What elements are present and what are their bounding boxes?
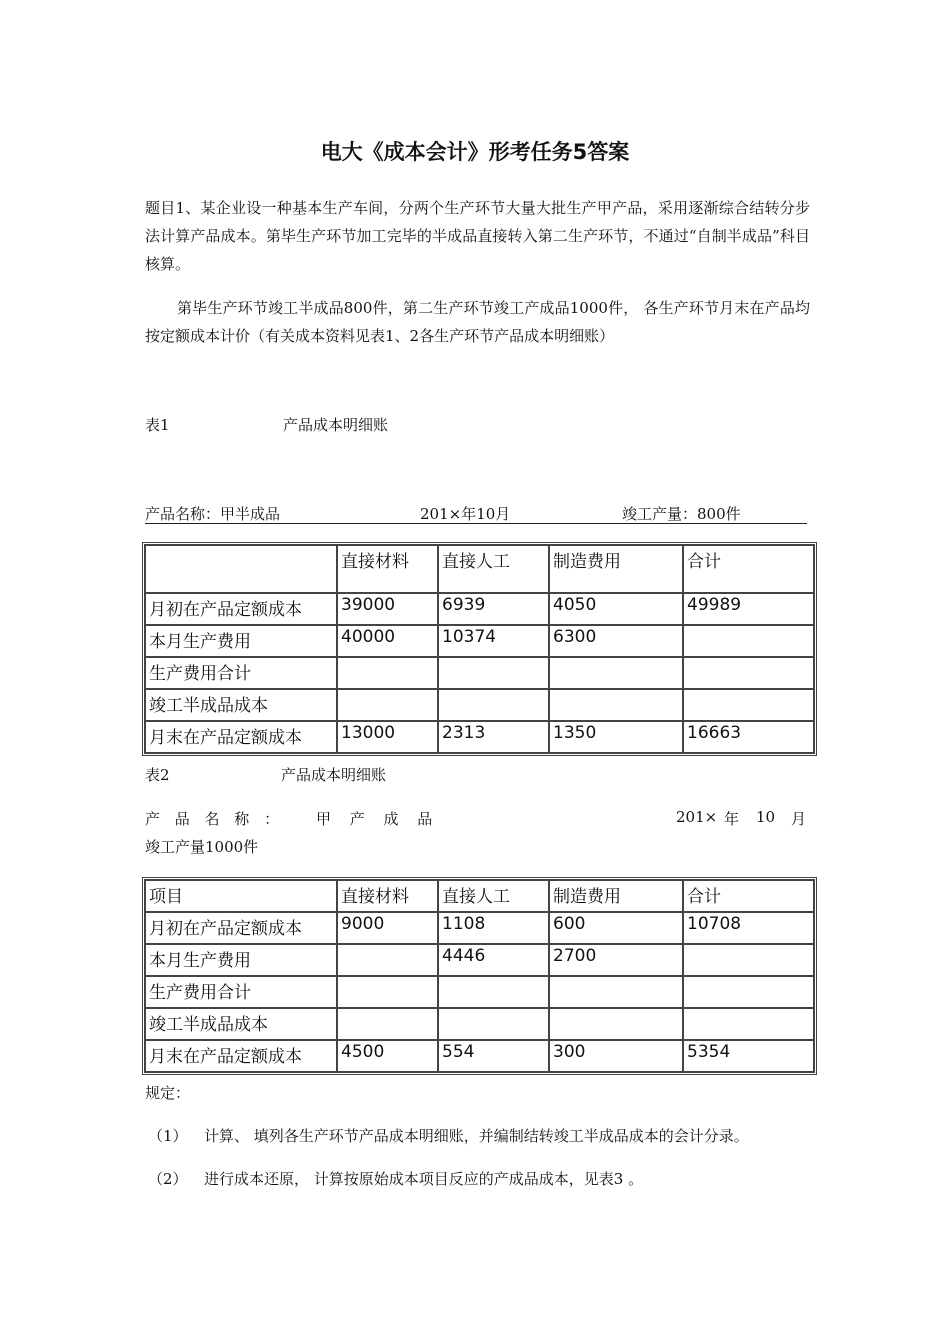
table2-caption: 产品成本明细账 (281, 766, 387, 784)
table2-product-label: 产 品 名 称 ： (145, 810, 280, 828)
table-cell: 4050 (549, 593, 683, 625)
requirements-label: 规定： (145, 1084, 191, 1102)
table-cell (337, 944, 438, 976)
table-cell (438, 689, 549, 721)
row-label: 竣工半成品成本 (145, 1008, 337, 1040)
requirement-number: （2） (148, 1170, 188, 1188)
table-cell (683, 944, 814, 976)
table1 (142, 542, 817, 756)
table-row (145, 657, 814, 689)
row-label: 月末在产品定额成本 (145, 1040, 337, 1072)
table-cell: 10374 (438, 625, 549, 657)
table-cell (438, 1008, 549, 1040)
table-row (145, 689, 814, 721)
row-label: 竣工半成品成本 (145, 689, 337, 721)
table1-product-name: 产品名称：甲半成品 (145, 505, 281, 523)
header-cell: 直接材料 (337, 880, 438, 912)
page-title: 电大《成本会计》形考任务5答案 (320, 140, 630, 164)
row-label: 月末在产品定额成本 (145, 721, 337, 753)
table2-output: 竣工产量1000件 (145, 838, 259, 856)
table-cell: 1350 (549, 721, 683, 753)
header-cell: 直接人工 (438, 880, 549, 912)
table2-period-year-unit: 年 (724, 810, 740, 828)
table-cell: 5354 (683, 1040, 814, 1072)
requirement-number: （1） (148, 1127, 188, 1145)
table-cell (438, 657, 549, 689)
row-label: 生产费用合计 (145, 976, 337, 1008)
table-cell (549, 689, 683, 721)
header-cell: 直接人工 (438, 545, 549, 593)
requirement-text: 计算、 填列各生产环节产品成本明细账，并编制结转竣工半成品成本的会计分录。 (204, 1127, 749, 1145)
table-cell: 1108 (438, 912, 549, 944)
table-cell: 9000 (337, 912, 438, 944)
header-cell: 项目 (145, 880, 337, 912)
table-cell: 16663 (683, 721, 814, 753)
table1-label: 表1 (145, 416, 170, 434)
table-cell: 4500 (337, 1040, 438, 1072)
table-cell: 300 (549, 1040, 683, 1072)
table2-period-year: 201× (676, 808, 718, 826)
table2-period-month: 10 (756, 808, 776, 826)
table-cell (337, 657, 438, 689)
table-row (145, 944, 814, 976)
table-row (145, 976, 814, 1008)
row-label: 月初在产品定额成本 (145, 593, 337, 625)
table-header-row (145, 545, 814, 593)
table-cell: 39000 (337, 593, 438, 625)
table-cell: 6939 (438, 593, 549, 625)
table-cell (549, 976, 683, 1008)
table2-period-month-unit: 月 (791, 810, 807, 828)
table-cell (549, 657, 683, 689)
header-cell: 直接材料 (337, 545, 438, 593)
table-cell: 2313 (438, 721, 549, 753)
table1-output: 竣工产量：800件 (622, 505, 741, 523)
table-row (145, 625, 814, 657)
table-cell: 6300 (549, 625, 683, 657)
header-cell: 制造费用 (549, 545, 683, 593)
table-cell (683, 689, 814, 721)
table-cell: 4446 (438, 944, 549, 976)
table-cell (683, 625, 814, 657)
table-cell (549, 1008, 683, 1040)
requirement-text: 进行成本还原， 计算按原始成本项目反应的产成品成本，见表3 。 (204, 1170, 644, 1188)
table-row (145, 721, 814, 753)
table-cell (337, 1008, 438, 1040)
row-label: 月初在产品定额成本 (145, 912, 337, 944)
table-cell: 600 (549, 912, 683, 944)
table1-caption: 产品成本明细账 (283, 416, 389, 434)
table-cell (683, 976, 814, 1008)
table-header-row (145, 880, 814, 912)
table2 (142, 877, 817, 1075)
question-paragraph-1: 题目1、某企业设一种基本生产车间，分两个生产环节大量大批生产甲产品，采用逐渐综合结转分步法计算产品成本。第毕生产环节加工完毕的半成品直接转入第二生产环节，不通过“自制半成品”科目核算。 (145, 199, 810, 273)
header-cell: 合计 (683, 880, 814, 912)
table-cell: 49989 (683, 593, 814, 625)
table-cell: 10708 (683, 912, 814, 944)
table2-label: 表2 (145, 766, 170, 784)
row-label: 生产费用合计 (145, 657, 337, 689)
question-paragraph-2: 第毕生产环节竣工半成品800件，第二生产环节竣工产成品1000件， 各生产环节月末在产品均按定额成本计价（有关成本资料见表1、2各生产环节产品成本明细账） (145, 299, 810, 345)
table-cell (337, 976, 438, 1008)
table-cell (438, 976, 549, 1008)
table-cell: 40000 (337, 625, 438, 657)
table1-header-rule (145, 523, 807, 524)
table-row (145, 1008, 814, 1040)
table-cell: 13000 (337, 721, 438, 753)
table-cell (683, 657, 814, 689)
table-cell (683, 1008, 814, 1040)
header-cell (145, 545, 337, 593)
table-row (145, 593, 814, 625)
row-label: 本月生产费用 (145, 625, 337, 657)
table1-period: 201×年10月 (420, 505, 511, 523)
table-cell: 2700 (549, 944, 683, 976)
table-cell: 554 (438, 1040, 549, 1072)
table-cell (337, 689, 438, 721)
table-row (145, 1040, 814, 1072)
row-label: 本月生产费用 (145, 944, 337, 976)
table-row (145, 912, 814, 944)
header-cell: 合计 (683, 545, 814, 593)
header-cell: 制造费用 (549, 880, 683, 912)
table2-product-value: 甲 产 成 品 (316, 810, 433, 828)
